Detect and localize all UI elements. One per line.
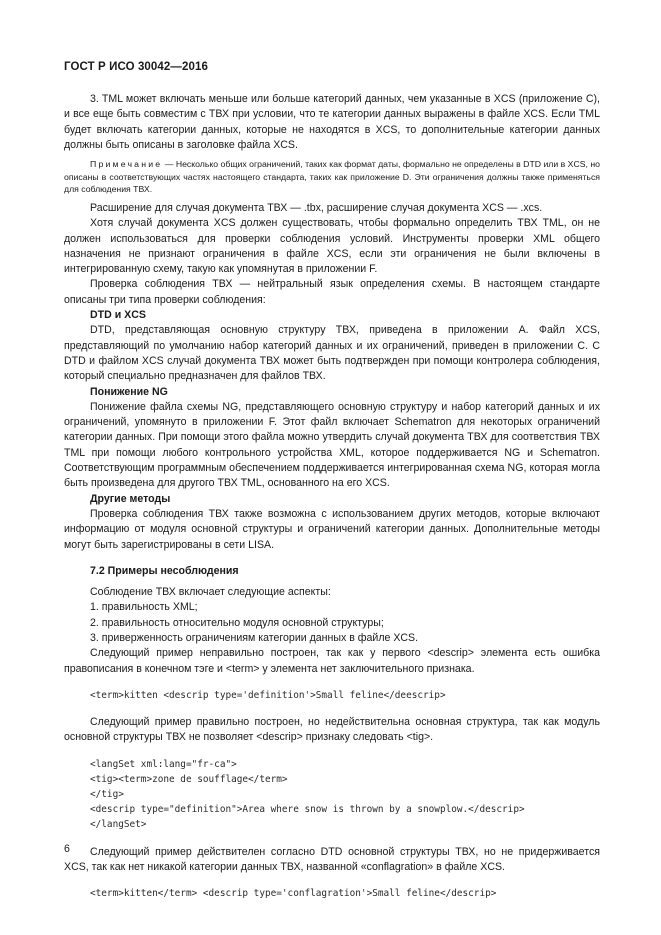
list-item: 1. правильность XML; — [90, 601, 198, 614]
paragraph: Расширение для случая документа ТВХ — .tbx, расширение случая документа XCS — .xcs. — [90, 201, 543, 214]
list-item: 2. правильность относительно модуля основной структуры; — [90, 616, 384, 629]
page-number: 6 — [64, 843, 70, 855]
note-label: Примечание — [90, 159, 163, 170]
code-example: <term>kitten</term> <descrip type='conflagration'>Small feline</descrip> — [90, 888, 497, 900]
document-header: ГОСТ Р ИСО 30042—2016 — [64, 61, 209, 73]
paragraph: Соблюдение ТВХ включает следующие аспекты: — [90, 586, 331, 599]
paragraph: DTD, представляющая основную структуру ТВХ, приведена в приложении А. Файл XCS, представляющий по умолчанию набор категорий данных и их ограничений, приведен в приложении С. С DTD и файлом XCS случай документа ТВХ может быть подтвержден при помощи контролера соблюдения, который специально предназначен для файлов ТВХ. — [64, 324, 600, 383]
subheading: Другие методы — [90, 492, 171, 505]
subheading: Понижение NG — [90, 385, 168, 398]
paragraph: Следующий пример неправильно построен, так как у первого <descrip> элемента есть ошибка правописания в конечном тэге и <term> у элемента нет заключительного признака. — [64, 647, 600, 675]
paragraph: Хотя случай документа XCS должен существовать, чтобы формально определить ТВХ TML, он не должен использоваться для проверки соблюдения условий. Инструменты проверки XML общего назначения не признают ограничения в файле XCS, если эти ограничения не были включены в интегрированную схему, такую как упомянутая в приложении F. — [64, 217, 600, 276]
section-heading: 7.2 Примеры несоблюдения — [90, 564, 239, 577]
note-text: — Несколько общих ограничений, таких как формат даты, формально не определены в DTD или в XCS, но описаны в соответствующих частях настоящего стандарта, таких как приложение D. Эти ограничения должны также применяться для соблюдения ТВХ. — [64, 159, 600, 195]
paragraph: Следующий пример правильно построен, но недействительна основная структура, так как модуль основной структуры ТВХ не позволяет <descrip> признаку следовать <tig>. — [64, 716, 600, 744]
code-example: <langSet xml:lang="fr-ca"> <tig><term>zone de soufflage</term> </tig> <descrip type="definition">Area where snow is thrown by a snowplow.</descrip> </langSet> — [90, 758, 525, 831]
paragraph: 3. TML может включать меньше или больше категорий данных, чем указанные в XCS (приложение С), и все еще быть совместим с ТВХ при условии, что те категории данных выражены в файле XCS. Если TML будет включать категории данных, которые не находятся в XCS, то дополнительные категории данных должны быть описаны в заголовке файла XCS. — [64, 93, 600, 151]
paragraph: Понижение файла схемы NG, представляющего основную структуру и набор категорий данных и их ограничений, упомянуто в приложении F. Этот файл включает Schematron для некоторых ограничений категории данных. При помощи этого файла можно утвердить случай документа ТВХ для соответствия ТВХ TML при помощи любого контрольного устройства XML, которое поддерживается NG и Schematron. Соответствующим программным обеспечением поддерживается интегрированная схема NG, которая могла быть произведена для другого ТВХ TML, основанного на его XCS. — [64, 400, 600, 490]
code-example: <term>kitten <descrip type='definition'>Small feline</deescrip> — [90, 689, 446, 701]
subheading: DTD и XCS — [90, 309, 146, 322]
paragraph: Проверка соблюдения ТВХ — нейтральный язык определения схемы. В настоящем стандарте описаны три типа проверки соблюдения: — [64, 278, 600, 306]
note — [64, 158, 600, 196]
document-body — [64, 92, 600, 913]
paragraph: Следующий пример действителен согласно DTD основной структуры ТВХ, но не придерживается XCS, так как нет никакой категории данных ТВХ, названной «conflagration» в файле XCS. — [64, 845, 600, 873]
paragraph: Проверка соблюдения ТВХ также возможна с использованием других методов, которые включают информацию от модуля основной структуры и ограничений категории данных. Дополнительные методы могут быть зарегистрированы в сети LISA. — [64, 507, 600, 551]
list-item: 3. приверженность ограничениям категории данных в файле XCS. — [90, 631, 419, 644]
